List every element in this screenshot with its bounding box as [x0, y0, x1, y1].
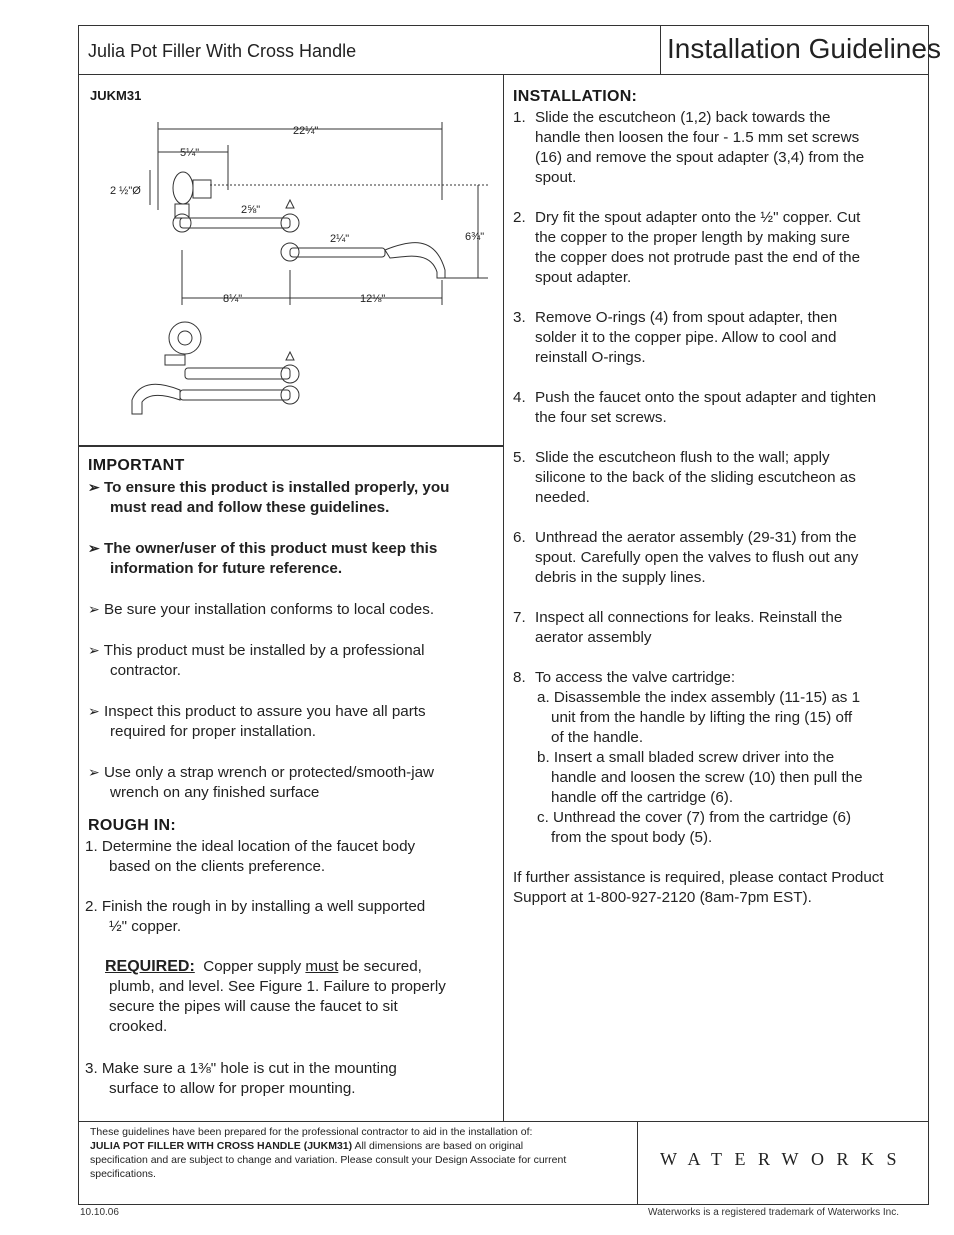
installation-step-line [513, 388, 923, 408]
installation-step-line: solder it to the copper pipe. Allow to cool and [535, 329, 837, 346]
installation-heading: INSTALLATION: [513, 88, 638, 105]
important-heading: IMPORTANT [88, 457, 185, 474]
installation-step-line: aerator assembly [535, 629, 652, 646]
step-text: Slide the escutcheon (1,2) back towards the [535, 109, 831, 126]
faucet-dimension-diagram [100, 110, 500, 430]
step-text: Remove O-rings (4) from spout adapter, then [535, 309, 838, 326]
important-list [88, 477, 498, 803]
support-contact-line: If further assistance is required, please contact Product [513, 869, 884, 886]
header-vertical-divider [660, 25, 661, 74]
installation-step-line [513, 528, 923, 548]
installation-step-line [513, 108, 923, 128]
installation-step-4 [513, 388, 923, 428]
footer-vertical-divider [637, 1121, 638, 1205]
installation-step-line [513, 308, 923, 328]
installation-step-line: spout. Carefully open the valves to flush out any [535, 549, 859, 566]
installation-step-line: reinstall O-rings. [535, 349, 646, 366]
valve-substep-line: of the handle. [551, 729, 644, 746]
model-number: JUKM31 [90, 88, 142, 103]
diagram-divider [78, 445, 503, 447]
document-title: Installation Guidelines [667, 33, 941, 64]
step-text: To access the valve cartridge: [535, 669, 736, 686]
rough-in-step-1: 1. Determine the ideal location of the faucet body based on the clients preference. [85, 838, 416, 875]
step-number: 6. [513, 529, 526, 546]
installation-steps [513, 108, 923, 908]
installation-step-7 [513, 608, 923, 648]
installation-step-line: spout adapter. [535, 269, 632, 286]
revision-date: 10.10.06 [80, 1207, 119, 1218]
installation-step-8 [513, 668, 923, 848]
step-text: Push the faucet onto the spout adapter and tighten [535, 389, 877, 406]
column-divider [503, 74, 504, 1121]
valve-substep [513, 748, 923, 808]
step-number: 3. [513, 309, 526, 326]
installation-step-line: spout. [535, 169, 577, 186]
installation-step-2 [513, 208, 923, 288]
installation-step-line: needed. [535, 489, 590, 506]
important-item: ➢ Inspect this product to assure you have all parts required for proper installation. [88, 703, 426, 740]
valve-substep-line: c. Unthread the cover (7) from the cartridge (6) [537, 809, 851, 826]
installation-step-line: the copper to the proper length by making sure [535, 229, 850, 246]
important-item: ➢ Be sure your installation conforms to local codes. [88, 601, 435, 618]
step-text: Dry fit the spout adapter onto the ½" copper. Cut [535, 209, 861, 226]
installation-step-line [513, 608, 923, 628]
support-contact-line: Support at 1-800-927-2120 (8am-7pm EST). [513, 889, 812, 906]
installation-step-6 [513, 528, 923, 588]
valve-substep-line: handle off the cartridge (6). [551, 789, 734, 806]
step-text: Slide the escutcheon flush to the wall; apply [535, 449, 830, 466]
rough-in-step-2: 2. Finish the rough in by installing a well supported ½" copper. [85, 898, 426, 935]
rough-in-step-3: 3. Make sure a 1⅜" hole is cut in the mounting surface to allow for proper mounting. [85, 1060, 397, 1097]
dim-escutcheon-dia: 2 ½"Ø [110, 185, 141, 197]
installation-step-5 [513, 448, 923, 508]
waterworks-logo: WATERWORKS [660, 1149, 910, 1169]
dim-spout-drop: 2¼" [330, 233, 350, 245]
step-number: 4. [513, 389, 526, 406]
rough-in-steps [85, 837, 500, 1099]
step-text: Inspect all connections for leaks. Reinstall the [535, 609, 843, 626]
installation-step-line: the four set screws. [535, 409, 667, 426]
valve-substep-line: unit from the handle by lifting the ring (15) off [551, 709, 853, 726]
step-number: 1. [513, 109, 526, 126]
installation-step-line: handle then loosen the four - 1.5 mm set screws [535, 129, 860, 146]
valve-substep-line: a. Disassemble the index assembly (11-15) as 1 [537, 689, 861, 706]
valve-substep-line: from the spout body (5). [551, 829, 713, 846]
valve-substep [513, 808, 923, 848]
required-note: REQUIRED: Copper supply must be secured, plumb, and level. See Figure 1. Failure to properly secure the pipes will cause the faucet to sit crooked. [105, 958, 446, 1035]
product-title: Julia Pot Filler With Cross Handle [88, 41, 357, 61]
installation-step-line [513, 208, 923, 228]
dim-overall-width: 22¼" [293, 125, 319, 137]
valve-substep [513, 688, 923, 748]
important-item: ➢ The owner/user of this product must keep this information for future reference. [88, 540, 438, 577]
installation-step-line: silicone to the back of the sliding escutcheon as [535, 469, 856, 486]
installation-step-line: the copper does not protrude past the end of the [535, 249, 861, 266]
installation-step-3 [513, 308, 923, 368]
step-text: Unthread the aerator assembly (29-31) from the [535, 529, 857, 546]
important-item: ➢ This product must be installed by a professional contractor. [88, 642, 425, 679]
dim-lower-left: 8¼" [223, 293, 243, 305]
trademark-notice: Waterworks is a registered trademark of Waterworks Inc. [648, 1207, 899, 1218]
installation-step-line [513, 448, 923, 468]
dim-lower-right: 12⅛" [360, 293, 386, 305]
dim-top-offset: 5¼" [180, 147, 200, 159]
installation-step-1 [513, 108, 923, 188]
step-number: 8. [513, 669, 526, 686]
step-number: 5. [513, 449, 526, 466]
dim-handle-height: 2⅝" [241, 204, 261, 216]
important-item: ➢ To ensure this product is installed properly, you must read and follow these guidelines. [88, 479, 450, 516]
installation-step-line [513, 668, 923, 688]
footer-divider [78, 1121, 929, 1122]
dim-spout-height: 6¾" [465, 231, 485, 243]
important-item: ➢ Use only a strap wrench or protected/smooth-jaw wrench on any finished surface [88, 764, 435, 801]
rough-in-heading: ROUGH IN: [88, 817, 177, 834]
footer-disclaimer: These guidelines have been prepared for the professional contractor to aid in the installation of: JULIA POT FILLER WITH CROSS HANDLE (JUKM31) All dimensions are based on original specification and are subject to change and variation. Please consult your Design Associate for current specifications. [90, 1126, 567, 1180]
valve-substep-line: b. Insert a small bladed screw driver into the [537, 749, 835, 766]
valve-substep-line: handle and loosen the screw (10) then pull the [551, 769, 863, 786]
installation-step-line: debris in the supply lines. [535, 569, 706, 586]
installation-step-line: (16) and remove the spout adapter (3,4) from the [535, 149, 865, 166]
step-number: 2. [513, 209, 526, 226]
step-number: 7. [513, 609, 526, 626]
